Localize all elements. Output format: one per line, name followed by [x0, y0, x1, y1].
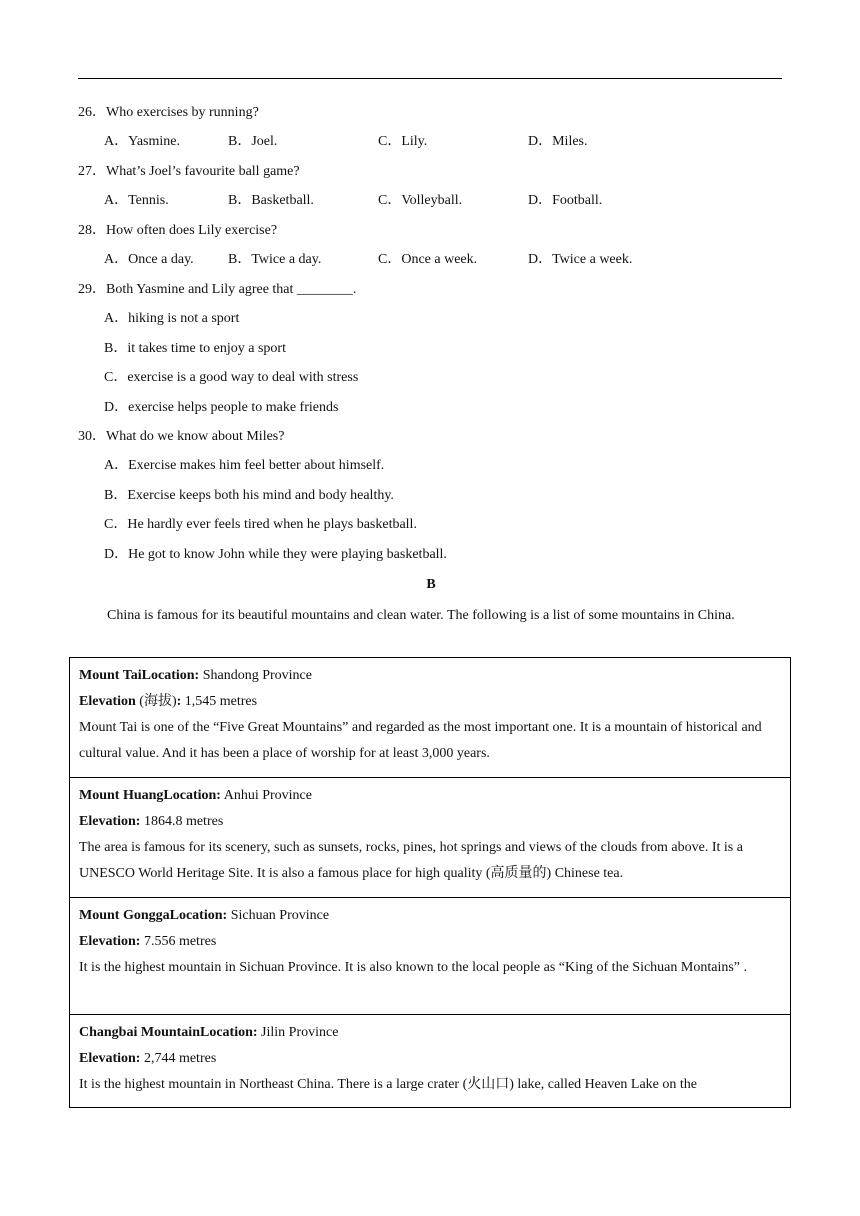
option-a[interactable]: A．Tennis. [104, 193, 169, 208]
elevation-value: 1864.8 metres [140, 814, 224, 829]
option-c[interactable]: C．Volleyball. [378, 193, 463, 208]
mountain-header [79, 903, 781, 929]
location-value: Sichuan Province [227, 908, 330, 923]
mountain-row-gongga [70, 897, 790, 1014]
mountain-header [79, 783, 781, 809]
option-d[interactable]: D．exercise helps people to make friends [104, 400, 339, 415]
options-26 [104, 133, 804, 151]
options-28 [104, 251, 804, 269]
elevation-value: 1,545 metres [181, 694, 258, 709]
mountain-table [69, 657, 791, 1108]
option-b[interactable]: B．Exercise keeps both his mind and body healthy. [104, 488, 394, 503]
mountain-name: Mount Tai [79, 668, 142, 683]
location-value: Anhui Province [220, 788, 312, 803]
question-text: Both Yasmine and Lily agree that ________. [106, 282, 357, 297]
section-heading: B [426, 577, 436, 592]
option-d[interactable]: D．He got to know John while they were playing basketball. [104, 547, 447, 562]
option-b[interactable]: B．it takes time to enjoy a sport [104, 341, 286, 356]
question-text: How often does Lily exercise? [106, 223, 278, 238]
option-d[interactable]: D．Football. [528, 193, 603, 208]
question-26 [78, 104, 259, 122]
option-a[interactable]: A．Once a day. [104, 252, 194, 267]
option-a[interactable]: A．hiking is not a sport [104, 311, 240, 326]
question-number: 30． [78, 429, 106, 444]
elevation-colon: : [176, 694, 182, 709]
question-number: 27． [78, 164, 106, 179]
location-label: Location: [163, 788, 221, 803]
elevation-note: (海拔) [135, 694, 177, 709]
question-number: 29． [78, 282, 106, 297]
option-c[interactable]: C．Lily. [378, 134, 428, 149]
section-intro: China is famous for its beautiful mountains and clean water. The following is a list of some mountains in China. [107, 608, 735, 623]
elevation-line [79, 1046, 781, 1072]
option-a[interactable]: A．Yasmine. [104, 134, 180, 149]
question-27 [78, 163, 300, 181]
header-rule [78, 78, 782, 79]
option-c[interactable]: C．He hardly ever feels tired when he plays basketball. [104, 517, 417, 532]
question-text: Who exercises by running? [106, 105, 259, 120]
question-29 [78, 281, 356, 299]
elevation-value: 7.556 metres [140, 934, 217, 949]
mountain-description: The area is famous for its scenery, such as sunsets, rocks, pines, hot springs and views of the clouds from above. It is a UNESCO World Heritage Site. It is also a famous place for high quality (高质量的) Chinese tea. [79, 840, 743, 881]
option-d[interactable]: D．Twice a week. [528, 252, 633, 267]
elevation-value: 2,744 metres [140, 1051, 217, 1066]
option-b[interactable]: B．Basketball. [228, 193, 314, 208]
question-30 [78, 428, 284, 446]
mountain-description: Mount Tai is one of the “Five Great Mountains” and regarded as the most important one. It is a mountain of historical and cultural value. And it has been a place of worship for at least 3,000 years. [79, 720, 762, 761]
mountain-header [79, 1020, 781, 1046]
question-text: What do we know about Miles? [106, 429, 285, 444]
elevation-line [79, 689, 781, 715]
mountain-description: It is the highest mountain in Northeast China. There is a large crater (火山口) lake, called Heaven Lake on the [79, 1077, 697, 1092]
mountain-row-changbai [70, 1014, 790, 1108]
question-number: 28． [78, 223, 106, 238]
question-text: What’s Joel’s favourite ball game? [106, 164, 300, 179]
option-a[interactable]: A．Exercise makes him feel better about himself. [104, 458, 385, 473]
mountain-name: Mount Huang [79, 788, 164, 803]
mountain-name: Changbai Mountain [79, 1025, 200, 1040]
elevation-line [79, 809, 781, 835]
location-label: Location: [169, 908, 228, 923]
elevation-label: Elevation: [79, 814, 141, 829]
location-label: Location: [141, 668, 200, 683]
mountain-row-huang [70, 777, 790, 897]
question-number: 26． [78, 105, 106, 120]
mountain-header [79, 663, 781, 689]
question-28 [78, 222, 277, 240]
option-b[interactable]: B．Joel. [228, 134, 278, 149]
elevation-label: Elevation: [79, 934, 141, 949]
option-c[interactable]: C．Once a week. [378, 252, 478, 267]
mountain-name: Mount Gongga [79, 908, 170, 923]
option-c[interactable]: C．exercise is a good way to deal with stress [104, 370, 359, 385]
options-27 [104, 192, 804, 210]
elevation-line [79, 929, 781, 955]
option-b[interactable]: B．Twice a day. [228, 252, 322, 267]
location-value: Shandong Province [199, 668, 312, 683]
location-value: Jilin Province [257, 1025, 339, 1040]
location-label: Location: [199, 1025, 258, 1040]
mountain-description: It is the highest mountain in Sichuan Province. It is also known to the local people as “King of the Sichuan Montains” . [79, 960, 747, 975]
elevation-label: Elevation [79, 694, 136, 709]
option-d[interactable]: D．Miles. [528, 134, 588, 149]
mountain-row-tai [70, 658, 790, 777]
elevation-label: Elevation: [79, 1051, 141, 1066]
